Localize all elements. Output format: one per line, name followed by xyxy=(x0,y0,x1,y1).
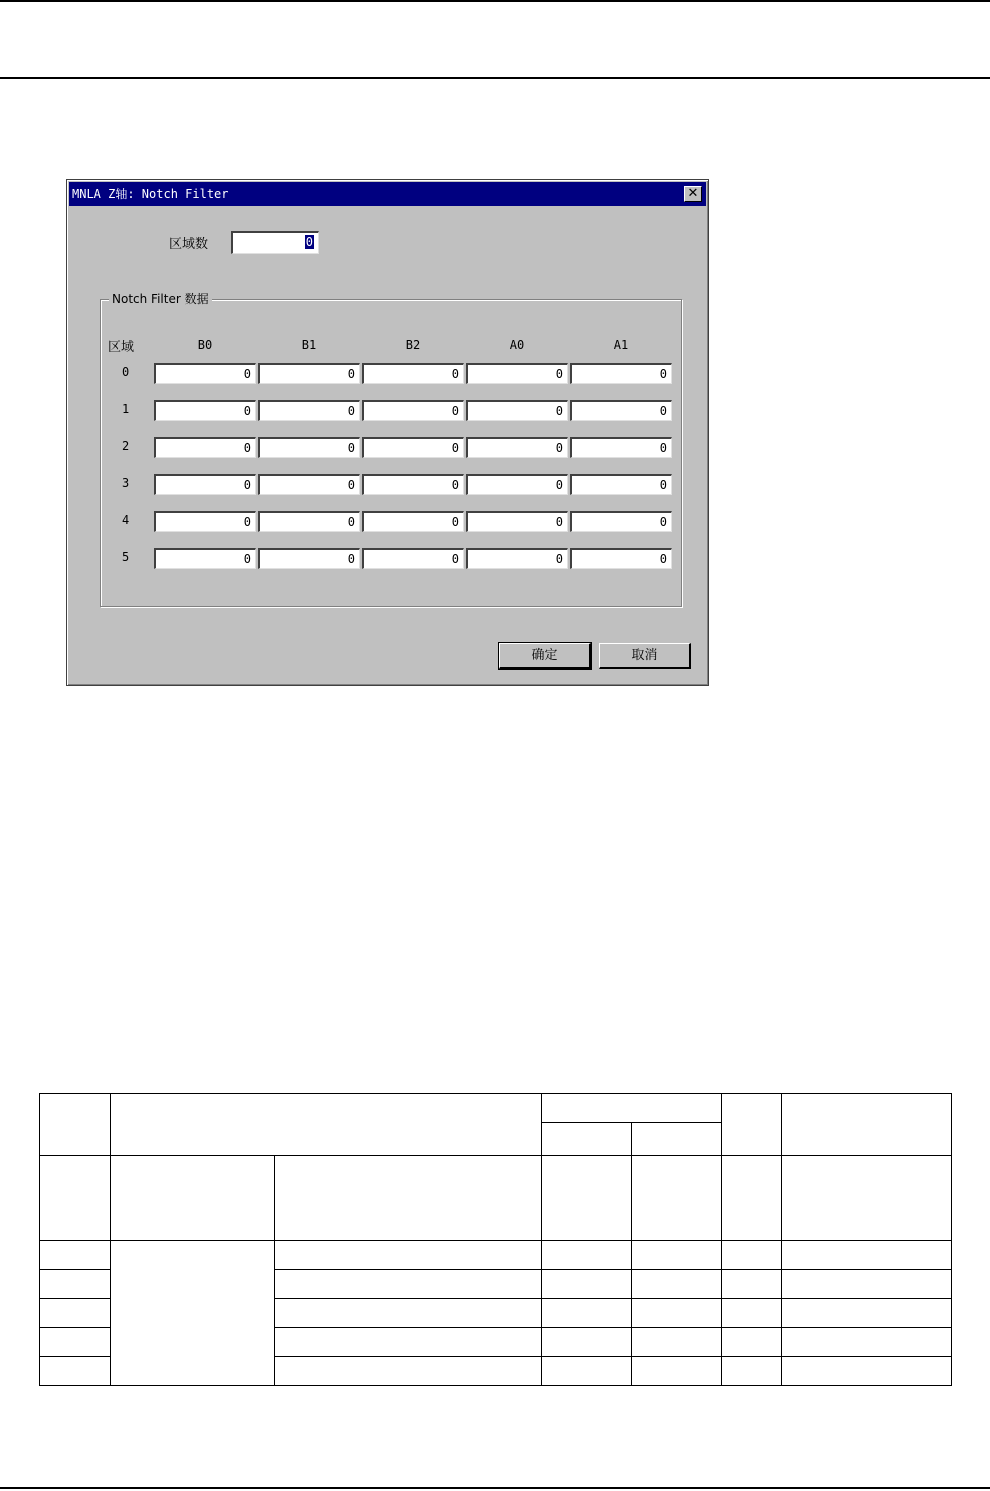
coef-input-a0-zone-2[interactable]: 0 xyxy=(466,437,568,458)
table-cell xyxy=(40,1270,111,1299)
coef-input-b1-zone-0[interactable]: 0 xyxy=(258,363,360,384)
coef-input-b1-zone-2[interactable]: 0 xyxy=(258,437,360,458)
close-icon[interactable]: ✕ xyxy=(684,186,702,202)
table-cell xyxy=(632,1299,722,1328)
table-cell xyxy=(40,1156,111,1241)
column-header-b0: B0 xyxy=(197,338,213,352)
coef-input-a0-zone-4[interactable]: 0 xyxy=(466,511,568,532)
zone-count-input[interactable] xyxy=(231,231,319,254)
coef-input-a1-zone-2[interactable]: 0 xyxy=(570,437,672,458)
coef-input-a0-zone-5[interactable]: 0 xyxy=(466,548,568,569)
table-cell xyxy=(275,1156,542,1241)
table-cell xyxy=(111,1241,275,1386)
ok-button[interactable]: 确定 xyxy=(499,643,591,669)
table-cell xyxy=(542,1270,632,1299)
table-cell xyxy=(275,1357,542,1386)
table-cell xyxy=(722,1241,782,1270)
coef-input-a0-zone-3[interactable]: 0 xyxy=(466,474,568,495)
table-cell xyxy=(722,1299,782,1328)
table-cell xyxy=(722,1156,782,1241)
zone-count-label: 区域数 xyxy=(169,237,209,252)
coef-input-b0-zone-1[interactable]: 0 xyxy=(154,400,256,421)
coef-input-a1-zone-3[interactable]: 0 xyxy=(570,474,672,495)
table-cell xyxy=(782,1328,952,1357)
table-cell xyxy=(782,1241,952,1270)
table-cell xyxy=(542,1299,632,1328)
coef-input-a0-zone-1[interactable]: 0 xyxy=(466,400,568,421)
dialog-title: MNLA Z轴: Notch Filter xyxy=(72,187,229,201)
zone-index: 0 xyxy=(122,365,130,379)
table-cell xyxy=(782,1357,952,1386)
coef-input-b1-zone-4[interactable]: 0 xyxy=(258,511,360,532)
group-title: Notch Filter 数据 xyxy=(109,290,212,307)
zone-index: 3 xyxy=(122,476,130,490)
table-cell xyxy=(632,1123,722,1156)
table-cell xyxy=(275,1270,542,1299)
table-cell xyxy=(40,1328,111,1357)
header-rule-bottom xyxy=(0,77,990,79)
table-cell xyxy=(111,1156,275,1241)
table-cell xyxy=(542,1094,722,1123)
table-cell xyxy=(275,1299,542,1328)
coef-input-b1-zone-3[interactable]: 0 xyxy=(258,474,360,495)
spec-table xyxy=(39,1093,952,1386)
table-cell xyxy=(542,1241,632,1270)
table-cell xyxy=(782,1094,952,1156)
coef-input-b2-zone-4[interactable]: 0 xyxy=(362,511,464,532)
titlebar[interactable] xyxy=(69,182,706,206)
table-cell xyxy=(40,1357,111,1386)
coef-input-a1-zone-4[interactable]: 0 xyxy=(570,511,672,532)
table-cell xyxy=(632,1270,722,1299)
table-cell xyxy=(632,1241,722,1270)
table-cell xyxy=(722,1357,782,1386)
coef-input-b2-zone-2[interactable]: 0 xyxy=(362,437,464,458)
footer-rule xyxy=(0,1487,990,1489)
table-cell xyxy=(542,1123,632,1156)
zone-index: 5 xyxy=(122,550,130,564)
table-cell xyxy=(782,1270,952,1299)
zone-index: 4 xyxy=(122,513,130,527)
table-cell xyxy=(632,1328,722,1357)
coef-input-a0-zone-0[interactable]: 0 xyxy=(466,363,568,384)
table-cell xyxy=(111,1094,542,1156)
coef-input-b0-zone-3[interactable]: 0 xyxy=(154,474,256,495)
table-cell xyxy=(40,1241,111,1270)
table-cell xyxy=(722,1094,782,1156)
coef-input-b2-zone-1[interactable]: 0 xyxy=(362,400,464,421)
coef-input-b0-zone-2[interactable]: 0 xyxy=(154,437,256,458)
table-cell xyxy=(275,1241,542,1270)
coef-input-b1-zone-1[interactable]: 0 xyxy=(258,400,360,421)
header-rule xyxy=(0,0,990,2)
coef-input-b0-zone-0[interactable]: 0 xyxy=(154,363,256,384)
table-cell xyxy=(632,1357,722,1386)
notch-filter-dialog xyxy=(66,179,709,686)
zone-index: 1 xyxy=(122,402,130,416)
coef-input-a1-zone-0[interactable]: 0 xyxy=(570,363,672,384)
coef-input-a1-zone-1[interactable]: 0 xyxy=(570,400,672,421)
zone-count-value: 0 xyxy=(305,235,313,249)
table-cell xyxy=(542,1156,632,1241)
table-cell xyxy=(542,1357,632,1386)
column-header-b1: B1 xyxy=(301,338,317,352)
table-cell xyxy=(542,1328,632,1357)
column-header-b2: B2 xyxy=(405,338,421,352)
table-cell xyxy=(40,1094,111,1156)
cancel-button[interactable]: 取消 xyxy=(599,643,691,669)
coef-input-b2-zone-0[interactable]: 0 xyxy=(362,363,464,384)
coef-input-b2-zone-3[interactable]: 0 xyxy=(362,474,464,495)
table-cell xyxy=(782,1299,952,1328)
coef-input-a1-zone-5[interactable]: 0 xyxy=(570,548,672,569)
table-cell xyxy=(782,1156,952,1241)
table-cell xyxy=(632,1156,722,1241)
zone-index: 2 xyxy=(122,439,130,453)
column-header-a1: A1 xyxy=(613,338,629,352)
coef-input-b1-zone-5[interactable]: 0 xyxy=(258,548,360,569)
table-cell xyxy=(40,1299,111,1328)
coef-input-b0-zone-4[interactable]: 0 xyxy=(154,511,256,532)
zone-column-header: 区域 xyxy=(108,340,135,355)
table-cell xyxy=(722,1328,782,1357)
column-header-a0: A0 xyxy=(509,338,525,352)
coef-input-b0-zone-5[interactable]: 0 xyxy=(154,548,256,569)
table-cell xyxy=(275,1328,542,1357)
coef-input-b2-zone-5[interactable]: 0 xyxy=(362,548,464,569)
table-cell xyxy=(722,1270,782,1299)
